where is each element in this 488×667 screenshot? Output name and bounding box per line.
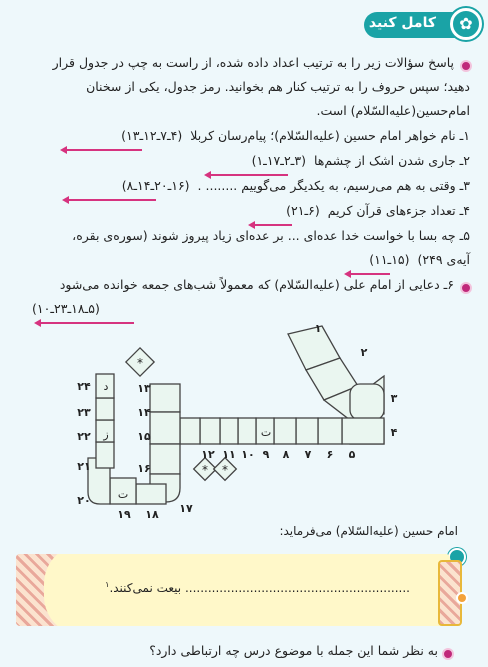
puzzle-number: ۱۶ [137, 462, 151, 475]
answer-underline [346, 273, 390, 275]
puzzle-given-letter: د [103, 380, 109, 393]
puzzle-number: ۶ [326, 448, 334, 461]
quote-box [16, 554, 450, 626]
question-text: آیه‌ی ۲۴۹) [417, 252, 470, 267]
section-title: کامل کنید [368, 15, 436, 31]
puzzle-number: ۲۲ [77, 430, 91, 443]
instruction-line-2: دهید؛ سپس حروف را به ترتیب کنار هم بخوانید. رمز جدول، یکی از سخنان [86, 79, 470, 94]
question-code: (۳ـ۲ـ۱۷ـ۱) [251, 153, 306, 168]
question-1 [20, 128, 470, 143]
bullet-icon [442, 648, 454, 660]
puzzle-cell[interactable] [342, 418, 384, 444]
question-3 [20, 178, 470, 193]
puzzle-cell[interactable] [220, 418, 238, 444]
question-4 [20, 203, 470, 218]
puzzle-number: ۴ [390, 426, 398, 439]
puzzle-cell[interactable] [350, 384, 384, 420]
question-2 [20, 153, 470, 168]
puzzle-number: ۱۱ [222, 448, 236, 461]
question-code: (۱۶ـ۲۰ـ۱۴ـ۸) [121, 178, 190, 193]
puzzle-cell[interactable] [150, 444, 180, 474]
puzzle-number: ۲۰ [77, 494, 91, 507]
puzzle-number: ۱۴ [137, 406, 151, 419]
puzzle-star: * [222, 463, 228, 477]
puzzle-cell[interactable] [296, 418, 318, 444]
puzzle-number: ۸ [282, 448, 290, 461]
puzzle-cell[interactable] [150, 384, 180, 412]
puzzle-given-letter: ز [103, 428, 109, 441]
gear-icon: ✿ [450, 8, 482, 40]
section-header [364, 8, 482, 42]
bottom-question: به نظر شما این جمله با موضوع درس چه ارتباطی دارد؟ [149, 643, 438, 658]
instruction-line-3: امام‌حسین(علیه‌السّلام) است. [316, 103, 470, 118]
puzzle-cell[interactable] [150, 412, 180, 444]
answer-underline [250, 224, 292, 226]
answer-underline [64, 199, 156, 201]
puzzle-number: ۷ [304, 448, 312, 461]
quote-text [105, 580, 410, 595]
question-code: (۵ـ۱۸ـ۲۳ـ۱۰) [32, 301, 100, 316]
puzzle-cell[interactable] [96, 442, 114, 468]
quote-intro: امام حسین (علیه‌السّلام) می‌فرماید: [279, 524, 458, 538]
puzzle-cell[interactable] [96, 398, 114, 420]
question-code: (۶ـ۲۱) [286, 203, 320, 218]
question-5-cont [20, 252, 470, 267]
puzzle-number: ۱۳ [137, 382, 151, 395]
puzzle-number: ۲۴ [77, 380, 91, 393]
puzzle-cell[interactable] [180, 418, 200, 444]
puzzle-number: ۱ [314, 322, 322, 335]
question-text: ۲ـ جاری شدن اشک از چشم‌ها [313, 153, 470, 168]
puzzle-star: * [137, 356, 143, 370]
puzzle-given-letter: ت [260, 426, 272, 439]
puzzle-number: ۱۰ [241, 448, 255, 461]
puzzle-given-letter: ت [117, 488, 129, 501]
puzzle-cell[interactable] [238, 418, 256, 444]
question-text: ۱ـ نام خواهر امام حسین (علیه‌السّلام)؛ پیام‌رسان کربلا [190, 128, 470, 143]
puzzle-number: ۲۱ [77, 460, 91, 473]
puzzle-number: ۲۳ [77, 406, 91, 419]
puzzle-cell[interactable] [274, 418, 296, 444]
question-code: (۱۵ـ۱۱) [369, 252, 410, 267]
quote-text-content: ........................................................... بیعت نمی‌کنند. [109, 581, 410, 595]
question-6: ۶ـ دعایی از امام علی (علیه‌السّلام) که معمولاً شب‌های جمعه خوانده می‌شود [59, 277, 454, 292]
question-text: ۴ـ تعداد جزءهای قرآن کریم [327, 203, 470, 218]
puzzle-cell[interactable] [200, 418, 220, 444]
puzzle-cell[interactable] [136, 484, 166, 504]
question-code: (۴ـ۷ـ۱۲ـ۱۳) [121, 128, 183, 143]
footnote-mark: ۱ [105, 580, 110, 589]
puzzle-number: ۹ [262, 448, 270, 461]
instruction-line-1: پاسخ سؤالات زیر را به ترتیب اعداد داده شده، از راست به چپ در جدول قرار [52, 55, 454, 70]
bullet-icon [460, 282, 472, 294]
puzzle-number: ۱۷ [179, 502, 193, 515]
puzzle-cell[interactable] [318, 418, 342, 444]
answer-underline [62, 149, 142, 151]
puzzle-number: ۱۲ [201, 448, 215, 461]
dot-icon [456, 592, 468, 604]
puzzle-number: ۱۸ [145, 508, 159, 521]
puzzle-number: ۳ [390, 392, 398, 405]
question-6-code-line [32, 301, 152, 316]
puzzle-number: ۵ [348, 448, 356, 461]
decorative-arch [44, 554, 92, 626]
puzzle-star: * [202, 463, 208, 477]
puzzle-number: ۱۵ [137, 430, 151, 443]
bullet-icon [460, 60, 472, 72]
question-5: ۵ـ چه بسا با خواست خدا عده‌ای ... بر عده‌ای زیاد پیروز شوند (سوره‌ی بقره، [72, 228, 470, 243]
crossword-puzzle [0, 318, 488, 528]
puzzle-number: ۲ [360, 346, 368, 359]
question-text: ۳ـ وقتی به هم می‌رسیم، به یکدیگر می‌گوییم ........ . [197, 178, 470, 193]
answer-underline [206, 174, 288, 176]
puzzle-number: ۱۹ [117, 508, 131, 521]
